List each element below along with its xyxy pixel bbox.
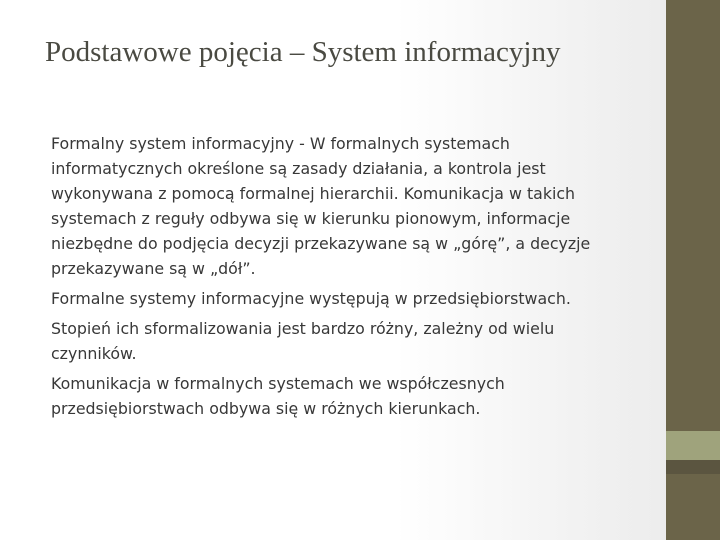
decorative-sidebar-band-dark	[666, 460, 720, 474]
body-paragraph: Formalny system informacyjny - W formalnych systemach informatycznych określone są zasady działania, a kontrola jest wykonywana z pomocą formalnej hierarchii. Komunikacja w takich systemach z reguły odbywa się w kierunku pionowym, informacje niezbędne do podjęcia decyzji przekazywane są w „górę”, a decyzje przekazywane są w „dół”.	[51, 134, 591, 278]
slide-body	[51, 131, 641, 426]
decorative-sidebar-band-light	[666, 431, 720, 460]
body-paragraph: Formalne systemy informacyjne występują w przedsiębiorstwach.	[51, 289, 571, 308]
body-paragraph: Komunikacja w formalnych systemach we współczesnych przedsiębiorstwach odbywa się w różnych kierunkach.	[51, 374, 505, 418]
slide-title: Podstawowe pojęcia – System informacyjny	[45, 36, 561, 68]
body-paragraph: Stopień ich sformalizowania jest bardzo różny, zależny od wielu czynników.	[51, 319, 555, 363]
